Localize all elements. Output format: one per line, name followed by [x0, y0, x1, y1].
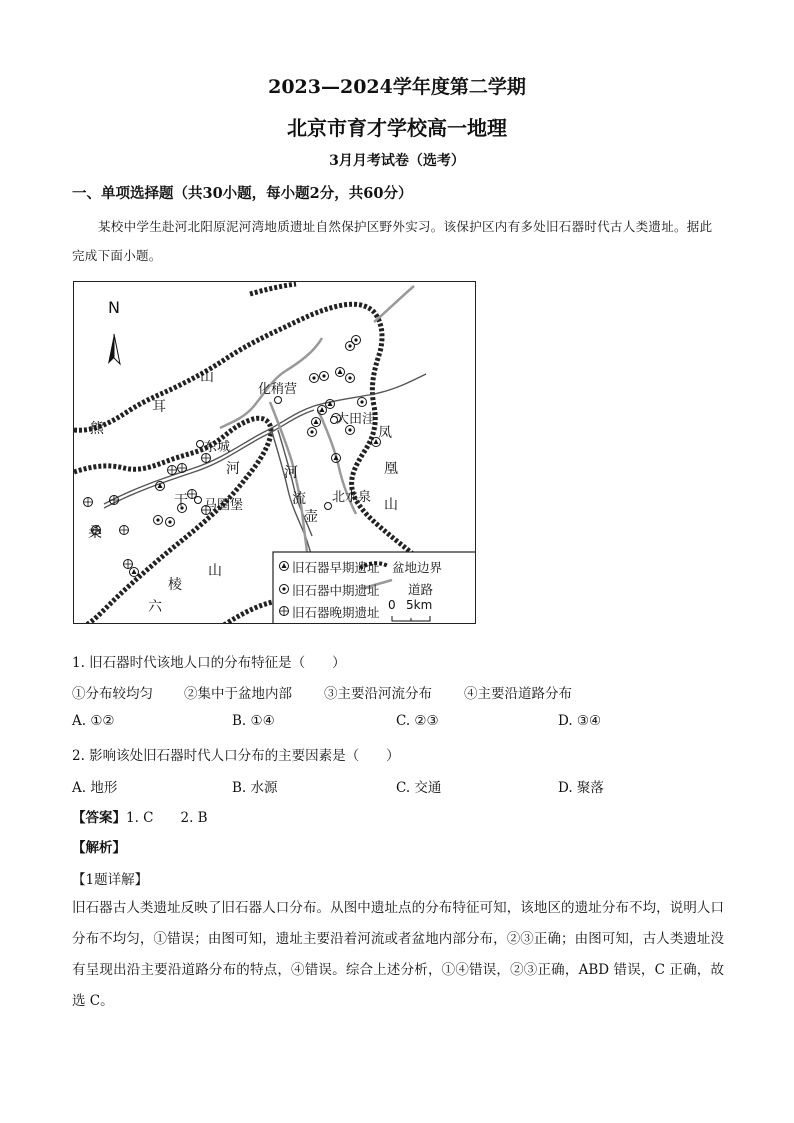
q1-option-d[interactable]: D. ③④	[558, 713, 602, 729]
intro-paragraph: 某校中学生赴河北阳原泥河湾地质遗址自然保护区野外实习。该保护区内有多处旧石器时代古人类遗址。据此完成下面小题。	[72, 219, 713, 263]
legend-basin: 盆地边界	[392, 560, 443, 575]
question-1-stem: 1. 旧石器时代该地人口的分布特征是（ ）	[72, 655, 346, 671]
q2-option-a[interactable]: A. 地形	[72, 780, 118, 796]
mountain-char-shan-top: 山	[200, 369, 214, 385]
question-2-stem: 2. 影响该处旧石器时代人口分布的主要因素是（ ）	[72, 748, 400, 764]
explanation-paragraph: 旧石器古人类遗址反映了旧石器人口分布。从图中遗址点的分布特征可知，该地区的遗址分布不均，说明人口分布不均匀，①错误；由图可知，遗址主要沿着河流或者盆地内部分布，②③正确；由图可知，古人类遗址没有呈现出沿主要沿道路分布的特点，④错误。综合上述分析，①④错误，②③正确，ABD 错误，C 正确，故选 C。	[72, 900, 724, 1009]
exam-term-title: 2023—2024学年度第二学期	[268, 76, 526, 98]
q1-option-c[interactable]: C. ②③	[396, 713, 439, 729]
mountain-char-shan-bottom: 山	[208, 563, 222, 579]
place-huashaoying: 化稍营	[258, 382, 298, 397]
answer-tag: 【答案】	[72, 810, 126, 826]
legend-early: 旧石器早期遗址	[292, 560, 380, 575]
statement-2: ②集中于盆地内部	[184, 686, 292, 702]
legend-middle: 旧石器中期遗址	[292, 583, 380, 598]
mountain-char-xiong: 熊	[90, 421, 104, 437]
q1-option-b[interactable]: B. ①④	[232, 713, 275, 729]
analysis-tag: 【解析】	[72, 840, 126, 856]
q1-option-a[interactable]: A. ①②	[72, 713, 115, 729]
detail-tag: 【1题详解】	[72, 872, 149, 888]
place-beishuiquan: 北水泉	[332, 490, 372, 505]
map-figure	[73, 281, 476, 624]
statement-3: ③主要沿河流分布	[324, 686, 432, 702]
answer-text: 1. C 2. B	[126, 810, 208, 826]
section-heading: 一、单项选择题（共30小题，每小题2分，共60分）	[72, 185, 413, 202]
mountain-char-feng: 凤	[378, 425, 392, 441]
mountain-char-gan: 干	[174, 493, 188, 509]
q2-option-d[interactable]: D. 聚落	[558, 780, 604, 796]
river-char-he2: 河	[284, 465, 298, 481]
legend-road: 道路	[408, 582, 434, 597]
place-maquanpu: 马圈堡	[204, 498, 244, 513]
statement-1: ①分布较均匀	[72, 686, 153, 702]
legend-late: 旧石器晚期遗址	[292, 605, 380, 620]
q2-option-b[interactable]: B. 水源	[232, 780, 278, 796]
place-dongcheng: 东城	[204, 440, 231, 455]
question-2-options	[72, 776, 732, 796]
question-1-statements	[72, 682, 732, 702]
mountain-char-shan-right: 山	[384, 497, 398, 513]
river-char-he1: 河	[226, 461, 240, 477]
north-arrow-icon	[108, 334, 114, 364]
statement-4: ④主要沿道路分布	[464, 686, 572, 702]
mountain-char-sang: 桑	[88, 525, 102, 541]
mountain-char-huang: 凰	[384, 461, 398, 477]
mountain-char-er: 耳	[152, 399, 166, 415]
river-char-liu: 流	[292, 491, 306, 507]
late-site-crosses	[84, 454, 211, 569]
basin-boundary-top-left	[250, 284, 296, 294]
river-char-hu: 壶	[304, 509, 318, 525]
place-datianwa: 大田洼	[336, 412, 376, 427]
legend-scale-length: 5km	[406, 598, 433, 612]
q2-option-c[interactable]: C. 交通	[396, 780, 442, 796]
mountain-char-leng: 棱	[168, 577, 182, 593]
answer-line	[72, 806, 208, 826]
mountain-char-liu: 六	[148, 599, 162, 615]
exam-subtitle: 3月月考试卷（选考）	[329, 153, 465, 169]
late-site-markers	[84, 454, 211, 569]
legend-scale-zero: 0	[388, 598, 396, 612]
north-label: N	[108, 298, 120, 317]
road-4	[374, 286, 414, 322]
exam-school-title: 北京市育才学校高一地理	[287, 116, 507, 140]
question-1-options	[72, 713, 732, 733]
